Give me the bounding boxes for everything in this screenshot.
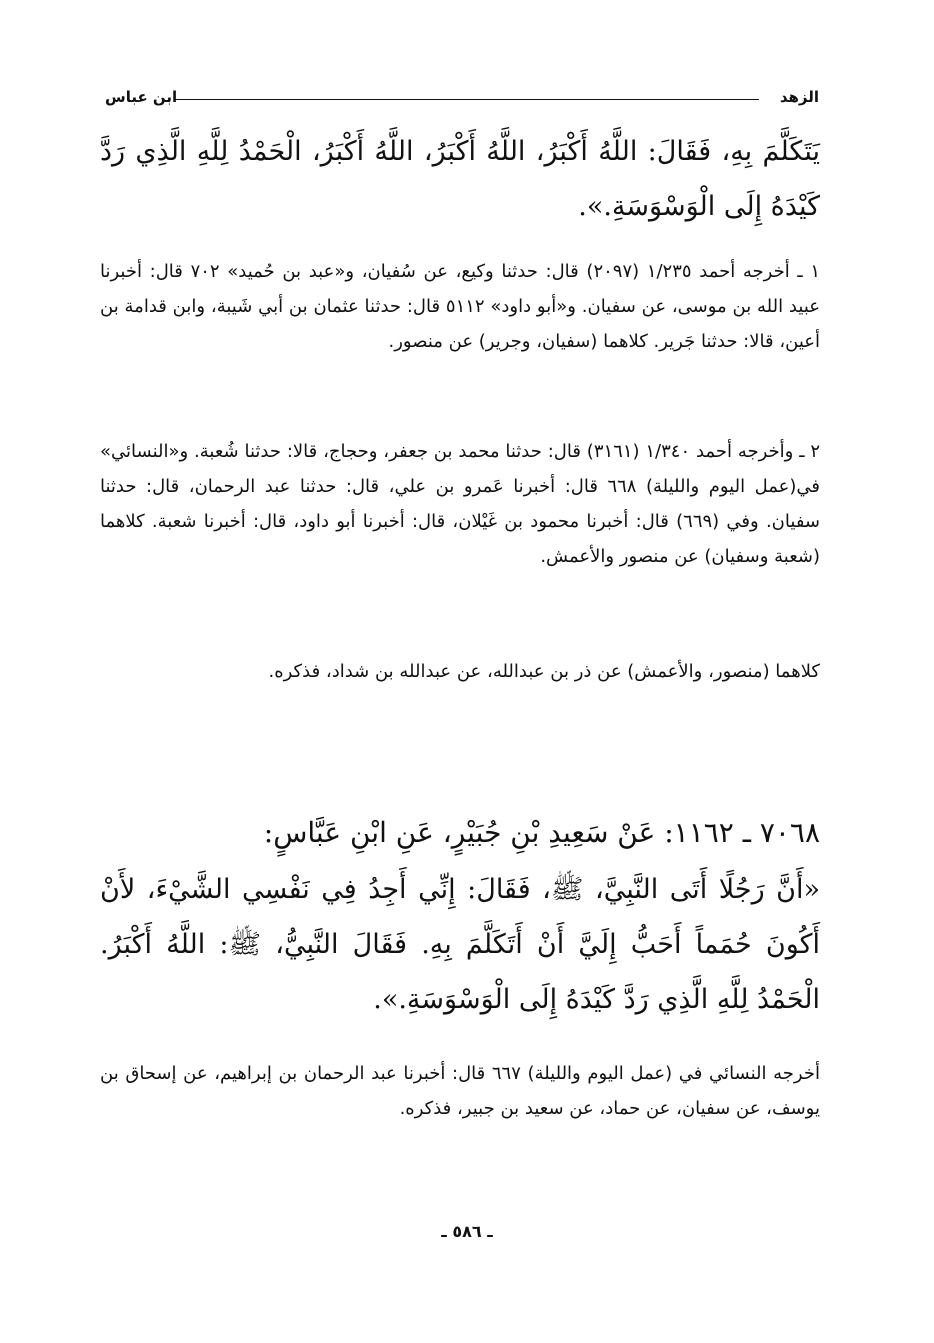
hadith-continuation-text: يَتَكَلَّمَ بِهِ، فَقَالَ: اللَّهُ أَكْبَرُ، اللَّهُ أَكْبَرُ، اللَّهُ أَكْبَرُ، الْحَمْدُ لِلَّهِ الَّذِي رَدَّ كَيْدَهُ إِلَى الْوَسْوَسَةِ.». <box>100 136 820 222</box>
page-number: ـ ٥٨٦ ـ <box>441 1222 493 1241</box>
hadith-body-text: «أَنَّ رَجُلًا أَتَى النَّبِيَّ، ﷺ، فَقَالَ: إِنِّي أَجِدُ فِي نَفْسِي الشَّيْءَ، لأَنْ أَكُونَ حُمَماً أَحَبُّ إِلَيَّ أَنْ أَتَكَلَّمَ بِهِ. فَقَالَ النَّبِيُّ، ﷺ: اللَّهُ أَكْبَرُ. الْحَمْدُ لِلَّهِ الَّذِي رَدَّ كَيْدَهُ إِلَى الْوَسْوَسَةِ.». <box>100 874 820 1015</box>
takhrij-note-2 <box>100 434 820 574</box>
hadith-heading <box>100 808 890 858</box>
takhrij-note-3-text: كلاهما (منصور، والأعمش) عن ذر بن عبدالله، عن عبدالله بن شداد، فذكره. <box>268 661 820 682</box>
takhrij-note-2-text: ٢ ـ وأخرجه أحمد ١/٣٤٠ (٣١٦١) قال: حدثنا محمد بن جعفر، وحجاج، قالا: حدثنا شُعبة. و«النسائي» في(عمل اليوم والليلة) ٦٦٨ قال: أخبرنا عَمرو بن علي، قال: حدثنا عبد الرحمان، قال: حدثنا سفيان. وفي (٦٦٩) قال: أخبرنا محمود بن غَيْلان، قال: أخبرنا أبو داود، قال: أخبرنا شعبة. كلاهما (شعبة وسفيان) عن منصور والأعمش. <box>100 441 821 567</box>
chapter-title: الزهد <box>779 88 819 106</box>
running-header <box>105 88 819 112</box>
hadith-continuation <box>100 124 820 234</box>
section-title: ابن عباس <box>105 88 178 106</box>
hadith-heading-text: ٧٠٦٨ ـ ١١٦٢: عَنْ سَعِيدِ بْنِ جُبَيْرٍ، عَنِ ابْنِ عَبَّاسٍ: <box>263 816 820 849</box>
takhrij-note-4-text: أخرجه النسائي في (عمل اليوم والليلة) ٦٦٧ قال: أخبرنا عبد الرحمان بن إبراهيم، عن إسحاق بن يوسف، عن سفيان، عن حماد، عن سعيد بن جبير، فذكره. <box>100 1063 820 1119</box>
header-rule <box>175 99 759 100</box>
takhrij-note-1-text: ١ ـ أخرجه أحمد ١/٢٣٥ (٢٠٩٧) قال: حدثنا وكيع، عن سُفيان، و«عبد بن حُميد» ٧٠٢ قال: أخبرنا عبيد الله بن موسى، عن سفيان. و«أبو داود» ٥١١٢ قال: حدثنا عثمان بن أبي شَيبة، وابن قدامة بن أعين، قالا: حدثنا جَرير. كلاهما (سفيان، وجرير) عن منصور. <box>100 261 821 352</box>
takhrij-note-1 <box>100 254 820 359</box>
takhrij-note-3 <box>100 654 820 689</box>
hadith-body <box>100 862 820 1027</box>
takhrij-note-4 <box>100 1056 820 1126</box>
